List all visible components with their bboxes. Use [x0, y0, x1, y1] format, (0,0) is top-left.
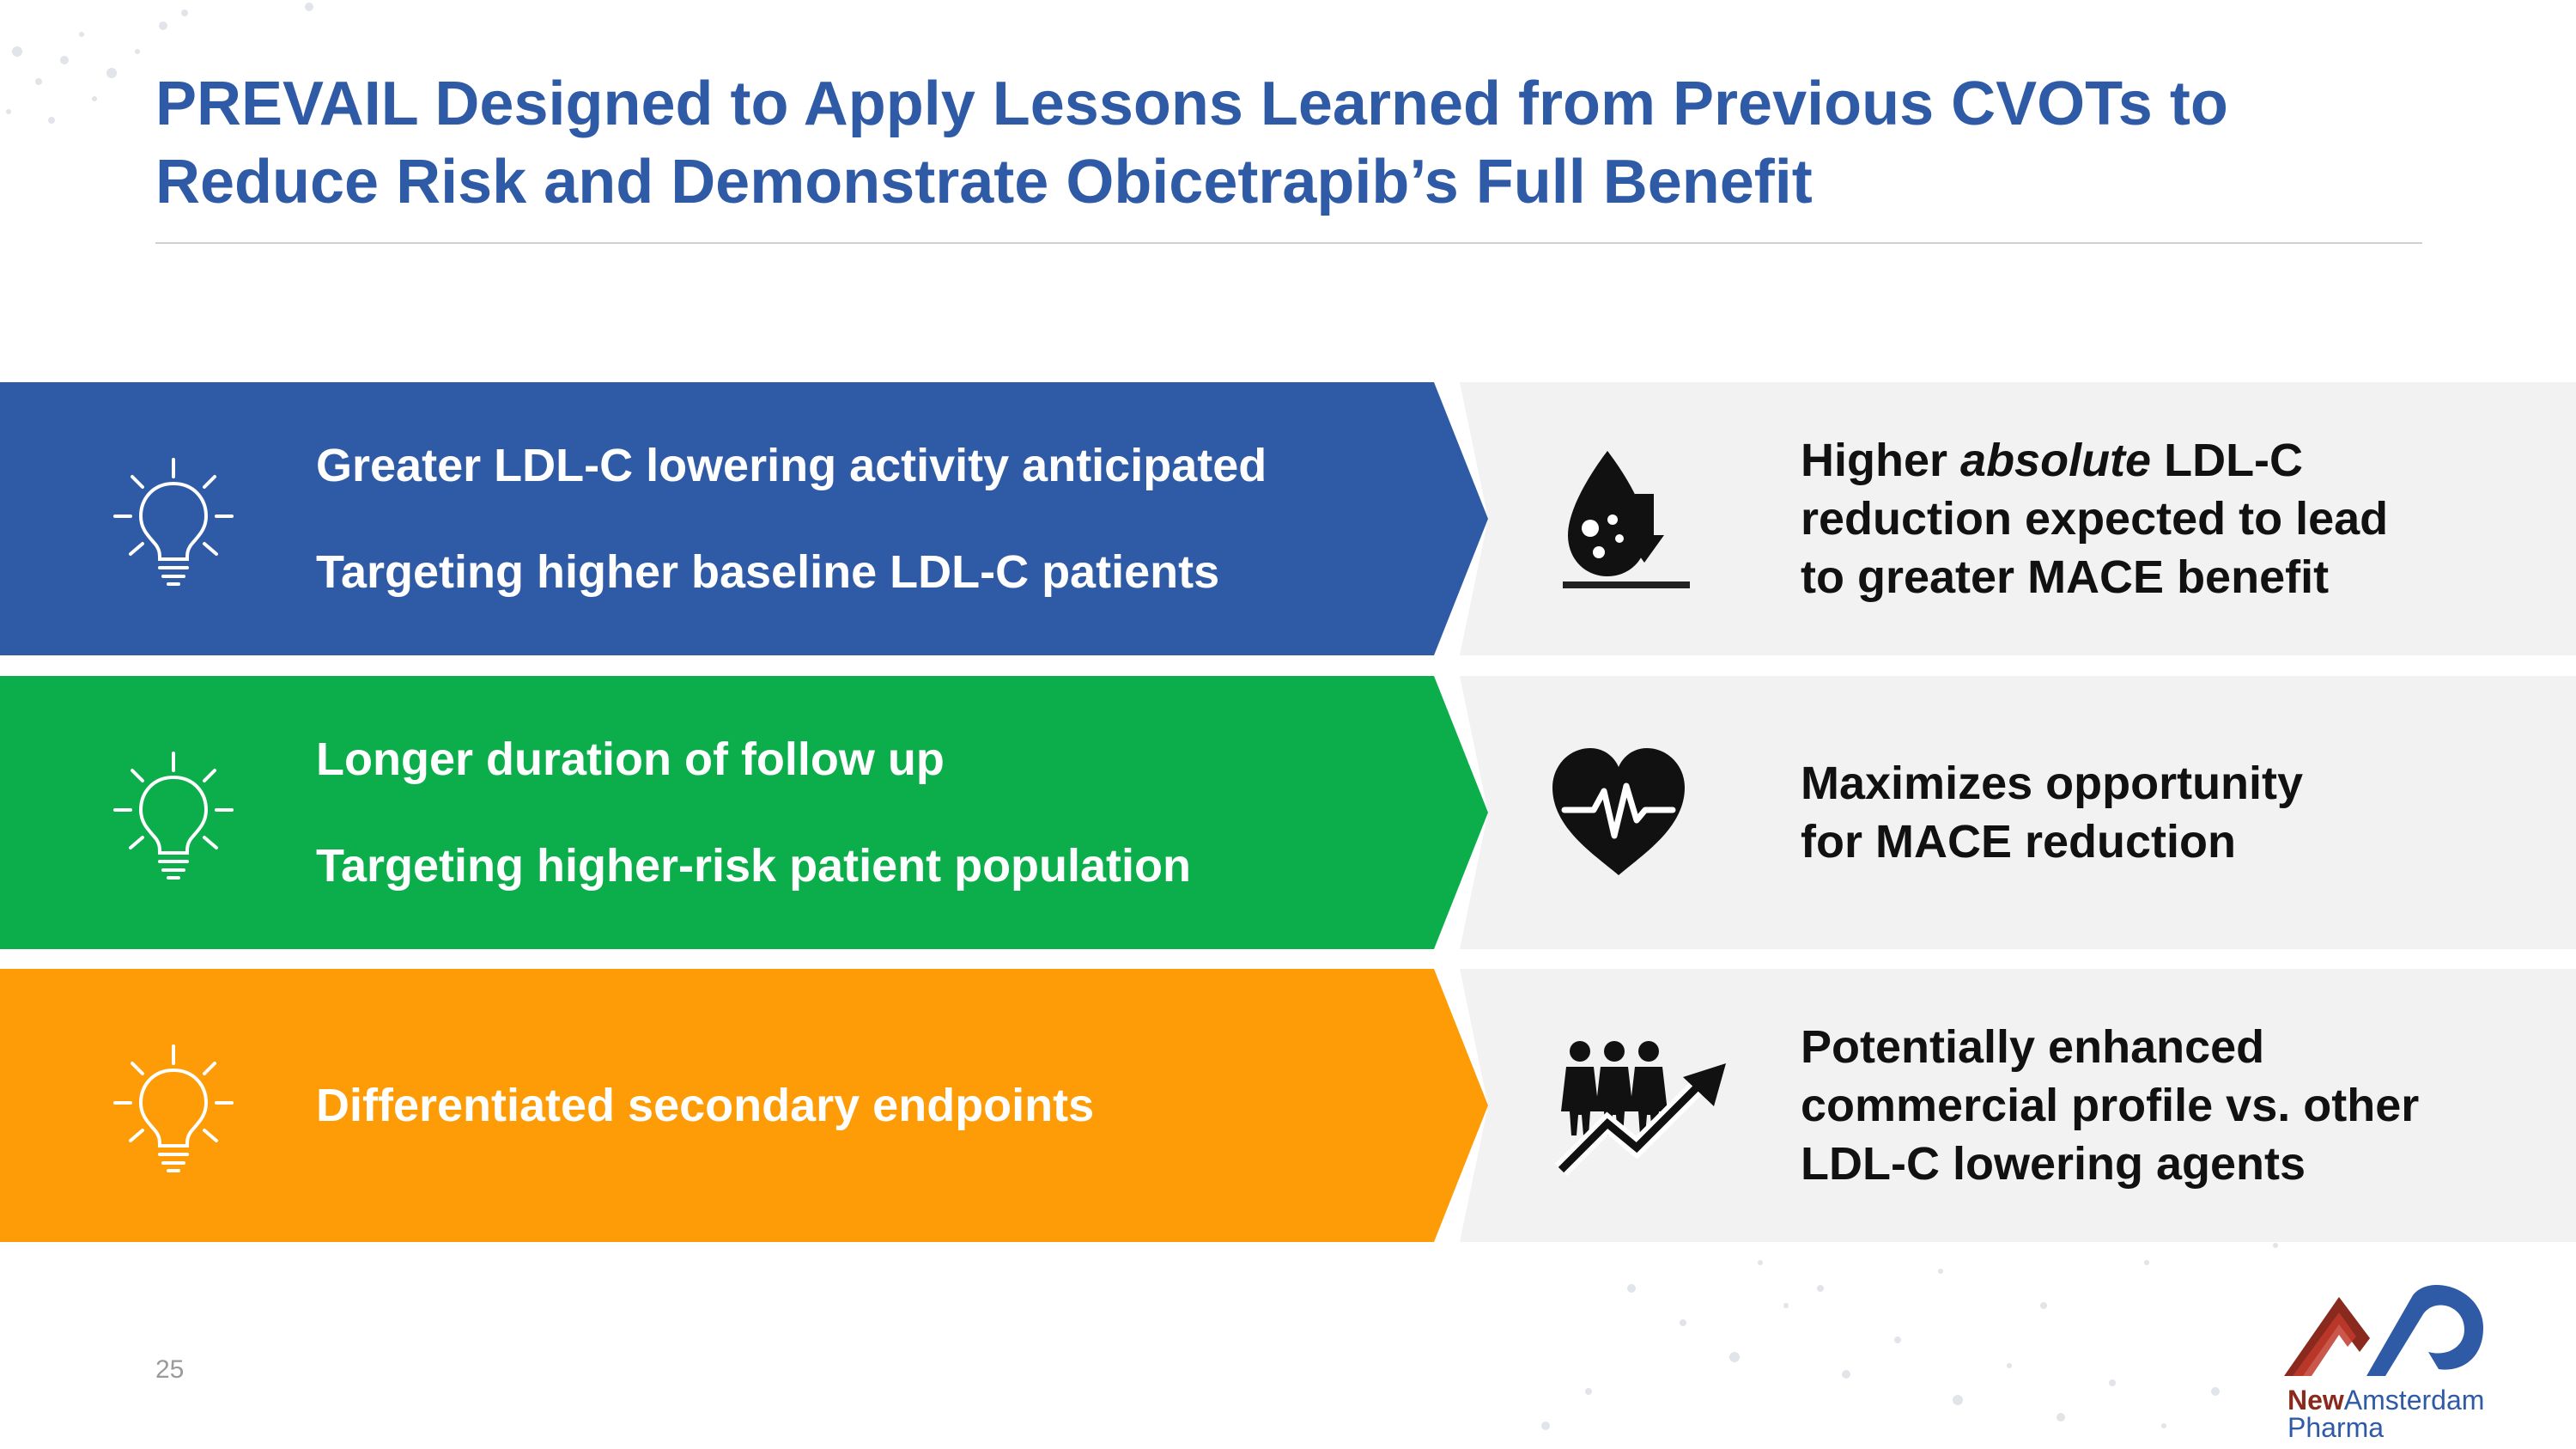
row-left-line-2: Targeting higher-risk patient population [316, 840, 1192, 892]
logo-word-amsterdam: Amsterdam [2343, 1385, 2485, 1416]
lightbulb-icon [113, 1044, 234, 1173]
people-growth-arrow-icon [1554, 1032, 1735, 1178]
row-right-line-3: to greater MACE benefit [1801, 551, 2330, 603]
slide-title-line-2: Reduce Risk and Demonstrate Obicetrapib’s Full Benefit [155, 148, 1813, 216]
page-number: 25 [155, 1355, 185, 1384]
slide-title-line-1: PREVAIL Designed to Apply Lessons Learned from Previous CVOTs to [155, 70, 2228, 138]
row-left-text [316, 969, 1415, 1242]
row-left-line-1: Differentiated secondary endpoints [316, 1080, 1095, 1131]
lightbulb-icon [113, 752, 234, 880]
title-divider [155, 242, 2422, 244]
heart-pulse-icon [1546, 740, 1692, 886]
row-right-line-1: Maximizes opportunity [1801, 758, 2304, 809]
row-left-text [316, 676, 1415, 949]
benefit-row-ldl-lowering [0, 382, 2576, 655]
row-left-line-1: Greater LDL-C lowering activity anticipated [316, 440, 1267, 491]
row-right-line-2: reduction expected to lead [1801, 493, 2389, 545]
row-right-line-2: for MACE reduction [1801, 816, 2236, 868]
logo-wordmark [2287, 1386, 2484, 1441]
row-right-line-1 [1801, 431, 2522, 490]
row-right-text [1801, 382, 2522, 655]
logo-mark [2284, 1280, 2490, 1391]
benefit-row-secondary-endpoints [0, 969, 2576, 1242]
row-left-line-2: Targeting higher baseline LDL-C patients [316, 546, 1220, 598]
slide-title [155, 65, 2474, 222]
lightbulb-icon [113, 458, 234, 587]
row-right-text [1801, 969, 2522, 1242]
logo-word-pharma: Pharma [2287, 1412, 2385, 1443]
row-right-line-1: Potentially enhanced [1801, 1021, 2265, 1073]
row-right-line-1-pre: Higher [1801, 435, 1961, 486]
row-left-text [316, 382, 1415, 655]
blood-drop-down-arrow-icon [1546, 446, 1692, 592]
row-right-line-1-post: LDL-C [2151, 435, 2304, 486]
row-left-line-1: Longer duration of follow up [316, 734, 945, 785]
row-right-line-2: commercial profile vs. other [1801, 1080, 2420, 1131]
row-right-text [1801, 676, 2522, 949]
company-logo [2284, 1280, 2490, 1443]
row-right-line-1-em: absolute [1960, 435, 2152, 486]
logo-word-new: New [2287, 1385, 2344, 1416]
row-right-line-3: LDL-C lowering agents [1801, 1138, 2306, 1190]
benefit-row-follow-up [0, 676, 2576, 949]
